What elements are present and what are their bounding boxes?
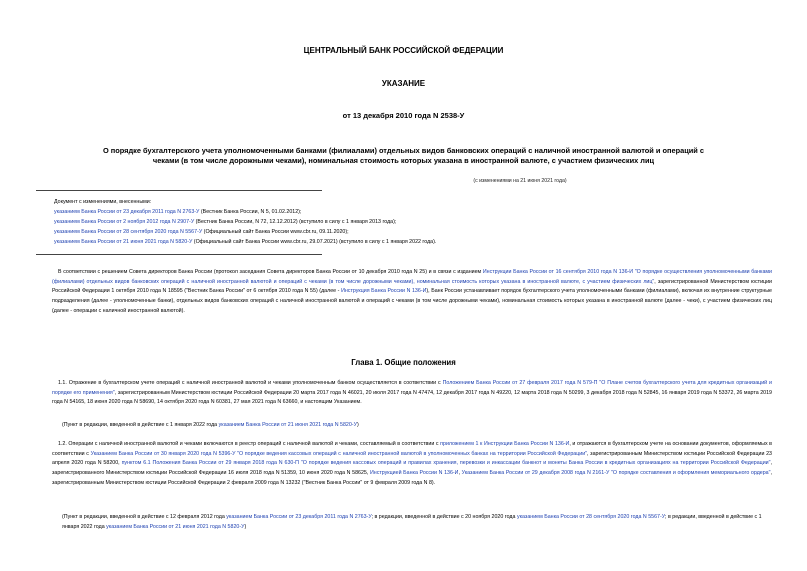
directive-2161u-link[interactable]: Указанием Банка России от 29 декабря 2008 года N 2161-У "О порядке составления и оформления мемориального ордера" [461,470,771,477]
change-text: (Вестник Банка России, N 5, 01.02.2012); [199,209,302,215]
clause-1-2-note [62,513,772,532]
clause-1-2-text-6: , зарегистрированным Министерством юстиции Российской Федерации 2 февраля 2009 года N 13232 ("Вестник Банка России" от 9 февраля 2009 года N 8). [52,470,772,486]
change-item [54,207,774,217]
clause-1-2-text-5: , [458,470,462,477]
preamble-paragraph [52,268,772,317]
appendix-1-link[interactable]: приложением 1 к Инструкции Банка России N 136-И [440,441,570,447]
change-link[interactable]: указанием Банка России от 2 ноября 2012 года N 2907-У [54,219,195,225]
regulation-579p-link[interactable]: Положением Банка России от 27 февраля 2017 года N 579-П "О Плане счетов бухгалтерского учета для кредитных организаций и порядке его применения" [52,380,772,396]
preamble-text-2: , зарегистрированной Министерством юстиции Российской Федерации 1 октября 2010 года N 18595 ("Вестник Банка России" от 6 октября 2010 года N 55) (далее - [52,278,772,295]
change-link[interactable]: указанием Банка России от 21 июня 2021 года N 5820-У [54,239,193,245]
change-item [54,227,774,237]
changes-list [54,197,774,247]
changes-intro: Документ с изменениями, внесенными: [54,199,152,205]
clause-1-1-text-1: 1.1. Отражение в бухгалтерском учете операций с наличной иностранной валютой и чеками уполномоченным банком осуществляется в соответствии с [58,380,443,386]
revision-note: (с изменениями на 21 июня 2021 года) [473,178,567,184]
document-title-line-1: О порядке бухгалтерского учета уполномоченными банками (филиалами) отдельных видов банковских операций с наличной иностранной валютой и операций с [102,146,704,155]
document-date-number: от 13 декабря 2010 года N 2538-У [342,111,465,120]
note-1-2-text-2: ; в редакции, введенной в действие с 20 ноября 2020 года [371,514,517,520]
directive-5820u-link-2[interactable]: указанием Банка России от 21 июня 2021 года N 5820-У [106,523,245,530]
change-text: (Официальный сайт Банка России www.cbr.ru, 09.11.2020); [202,229,349,235]
document-kind: УКАЗАНИЕ [381,79,426,88]
clause-1-2-text-4: , зарегистрированного Министерством юстиции Российской Федерации 16 июля 2018 года N 51359, 10 июня 2020 года N 58625, [52,460,773,477]
organization-name: ЦЕНТРАЛЬНЫЙ БАНК РОССИЙСКОЙ ФЕДЕРАЦИИ [303,46,504,55]
instruction-136-short-link[interactable]: Инструкция Банка России N 136-И [341,288,427,295]
clause-1-2-text-3: , зарегистрированным Министерством юстиции Российской Федерации 23 апреля 2020 года N 58200, [52,450,772,467]
change-link[interactable]: указанием Банка России от 23 декабря 2011 года N 2763-У [54,209,200,215]
change-text: (Официальный сайт Банка России www.cbr.ru, 29.07.2021) (вступило в силу с 1 января 2022 года). [192,239,437,245]
note-1-1-text-2: ) [356,422,359,428]
change-item [54,217,774,227]
clause-1-1 [52,379,772,408]
change-text: (Вестник Банка России, N 72, 12.12.2012) (вступило в силу с 1 января 2013 года); [194,219,397,225]
note-1-1-text-1: (Пункт в редакции, введенной в действие с 1 января 2022 года [62,422,219,428]
note-1-2-text-3: ; в редакции, введенной в действие с 1 января 2022 года [62,514,762,530]
regulation-630p-link[interactable]: пунктом 6.1 Положения Банка России от 29 января 2018 года N 630-П "О порядке ведения кассовых операций и правилах хранения, перевозки и инкассации банкнот и монеты Банка России в кредитных организациях на территории Российской Федерации" [121,460,771,467]
clause-1-1-note [62,421,772,431]
clause-1-2-text-2: , и отражаются в бухгалтерском учете на основании документов, оформляемых в соответствии с [52,441,772,457]
directive-2763u-link[interactable]: указанием Банка России от 23 декабря 2011 года N 2763-У [226,514,372,520]
note-1-2-text-1: (Пункт в редакции, введенной в действие с 12 февраля 2012 года [62,514,227,520]
changes-top-divider [36,190,322,191]
preamble-text-1: В соответствии с решением Совета директоров Банка России (протокол заседания Совета директоров Банка России от 10 декабря 2010 года N 25) и в связи с изданием [58,269,483,275]
directive-5820u-link[interactable]: указанием Банка России от 21 июня 2021 года N 5820-У [218,422,357,428]
directive-5567u-link[interactable]: указанием Банка России от 28 сентября 2020 года N 5567-У [516,514,666,520]
preamble-text-3: ), Банк России устанавливает порядок бухгалтерского учета уполномоченными банками (филиалами), включая их внутренние структурные подразделения (далее - уполномоченные банки), отдельных видов банковских операций с наличной иностранной валютой и операций с чеками (в том числе дорожными чеками), номинальная стоимость которых указана в иностранной валюте (далее - чеки), с участием физических лиц (далее - операции с наличной иностранной валютой). [52,288,773,314]
clause-1-2-text-1: 1.2. Операции с наличной иностранной валютой и чеками включаются в реестр операций с наличной валютой и чеками, составляемый в соответствии с [58,441,441,447]
instruction-136-ref-link[interactable]: Инструкцией Банка России N 136-И [369,470,459,477]
changes-bottom-divider [36,254,322,255]
note-1-2-text-4: ) [244,523,247,530]
change-link[interactable]: указанием Банка России от 28 сентября 2020 года N 5567-У [54,229,203,235]
directive-5396u-link[interactable]: Указанием Банка России от 30 января 2020 года N 5396-У "О порядке ведения кассовых операций с наличной иностранной валютой в уполномоченных банках на территории Российской Федерации" [90,450,588,457]
instruction-136-link[interactable]: Инструкции Банка России от 16 сентября 2010 года N 136-И "О порядке осуществления уполномоченными банками (филиалами) отдельных видов банковских операций с наличной иностранной валютой и операций с чеками (в том числе дорожными чеками), номинальная стоимость которых указана в иностранной валюте, с участием физических лиц" [52,269,772,285]
document-title [0,146,807,166]
clause-1-1-text-2: , зарегистрированным Министерством юстиции Российской Федерации 20 марта 2017 года N 46021, 20 июля 2017 года N 47474, 12 декабря 2017 года N 49220, 12 марта 2018 года N 50299, 3 декабря 2018 года N 52845, 16 января 2019 года N 53372, 26 марта 2019 года N 54165, 18 июня 2020 года N 58690, 14 октября 2020 года N 60381, 27 мая 2021 года N 63660, и настоящим Указанием. [52,389,772,406]
document-title-line-2: чеками (в том числе дорожными чеками), номинальная стоимость которых указана в иностранной валюте, с участием физических лиц [152,156,655,165]
change-item [54,237,774,247]
chapter-heading: Глава 1. Общие положения [351,358,456,367]
clause-1-2 [52,440,772,489]
